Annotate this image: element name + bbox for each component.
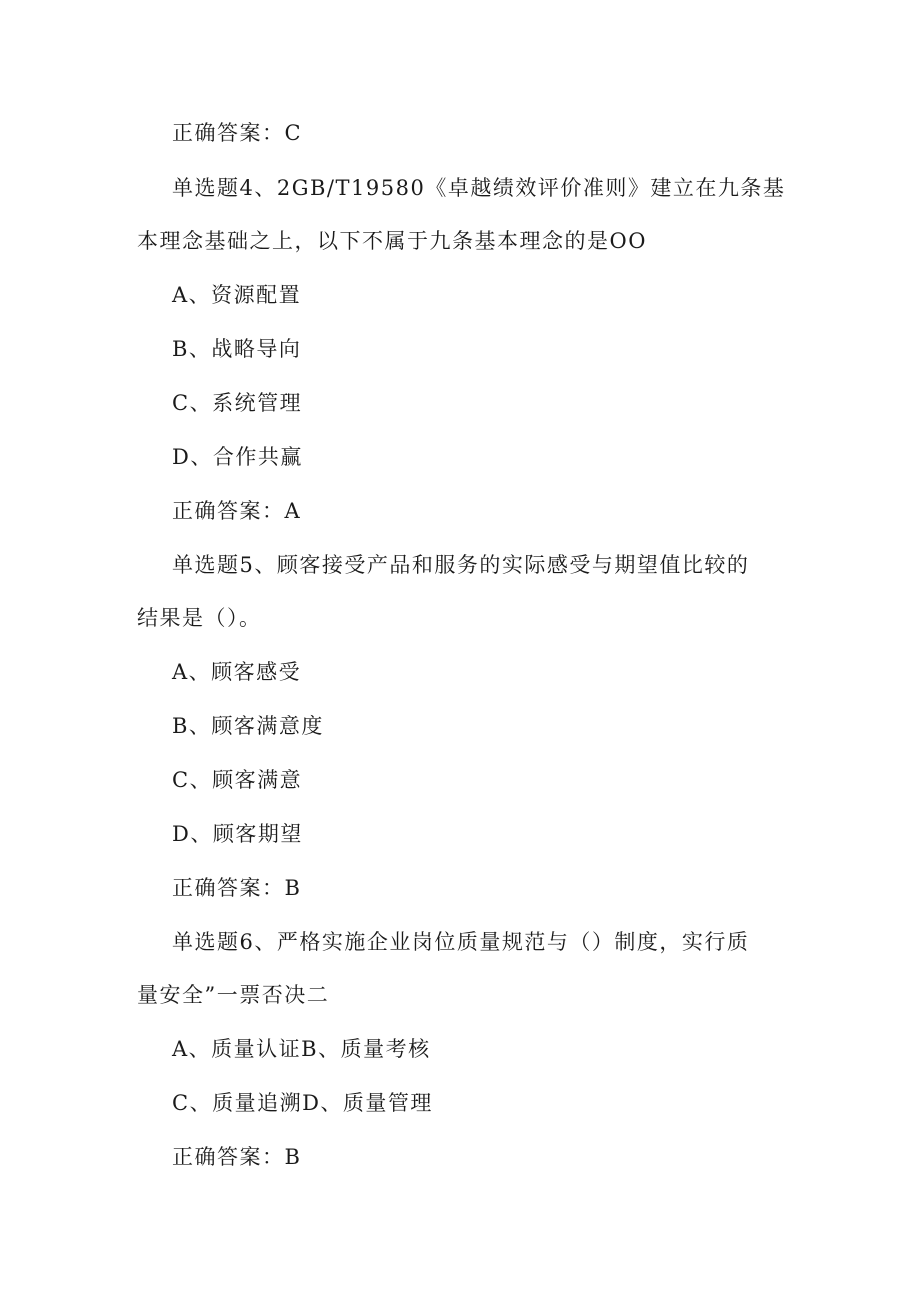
answer-line: 正确答案：A bbox=[172, 499, 302, 523]
option-c: C、系统管理 bbox=[172, 391, 303, 415]
option-c: C、顾客满意 bbox=[172, 768, 303, 792]
question-4-text-cont: 本理念基础之上，以下不属于九条基本理念的是OO bbox=[137, 229, 647, 253]
question-6-text: 单选题6、严格实施企业岗位质量规范与（）制度，实行质 bbox=[172, 930, 750, 954]
option-b: B、战略导向 bbox=[172, 337, 302, 361]
answer-line: 正确答案：B bbox=[172, 876, 302, 900]
option-d: D、顾客期望 bbox=[172, 822, 303, 846]
options-c-d: C、质量追溯D、质量管理 bbox=[172, 1091, 433, 1115]
option-b: B、顾客满意度 bbox=[172, 714, 324, 738]
question-5-text-cont: 结果是（）。 bbox=[137, 606, 262, 630]
question-6-text-cont: 量安全”一票否决二 bbox=[137, 983, 330, 1007]
option-d: D、合作共赢 bbox=[172, 445, 303, 469]
answer-line: 正确答案：C bbox=[172, 121, 303, 145]
options-a-b: A、质量认证B、质量考核 bbox=[172, 1037, 431, 1061]
answer-line: 正确答案：B bbox=[172, 1145, 302, 1169]
option-a: A、资源配置 bbox=[172, 283, 302, 307]
question-4-text: 单选题4、2GB/T19580《卓越绩效评价准则》建立在九条基 bbox=[172, 176, 786, 200]
option-a: A、顾客感受 bbox=[172, 660, 302, 684]
question-5-text: 单选题5、顾客接受产品和服务的实际感受与期望值比较的 bbox=[172, 553, 750, 577]
